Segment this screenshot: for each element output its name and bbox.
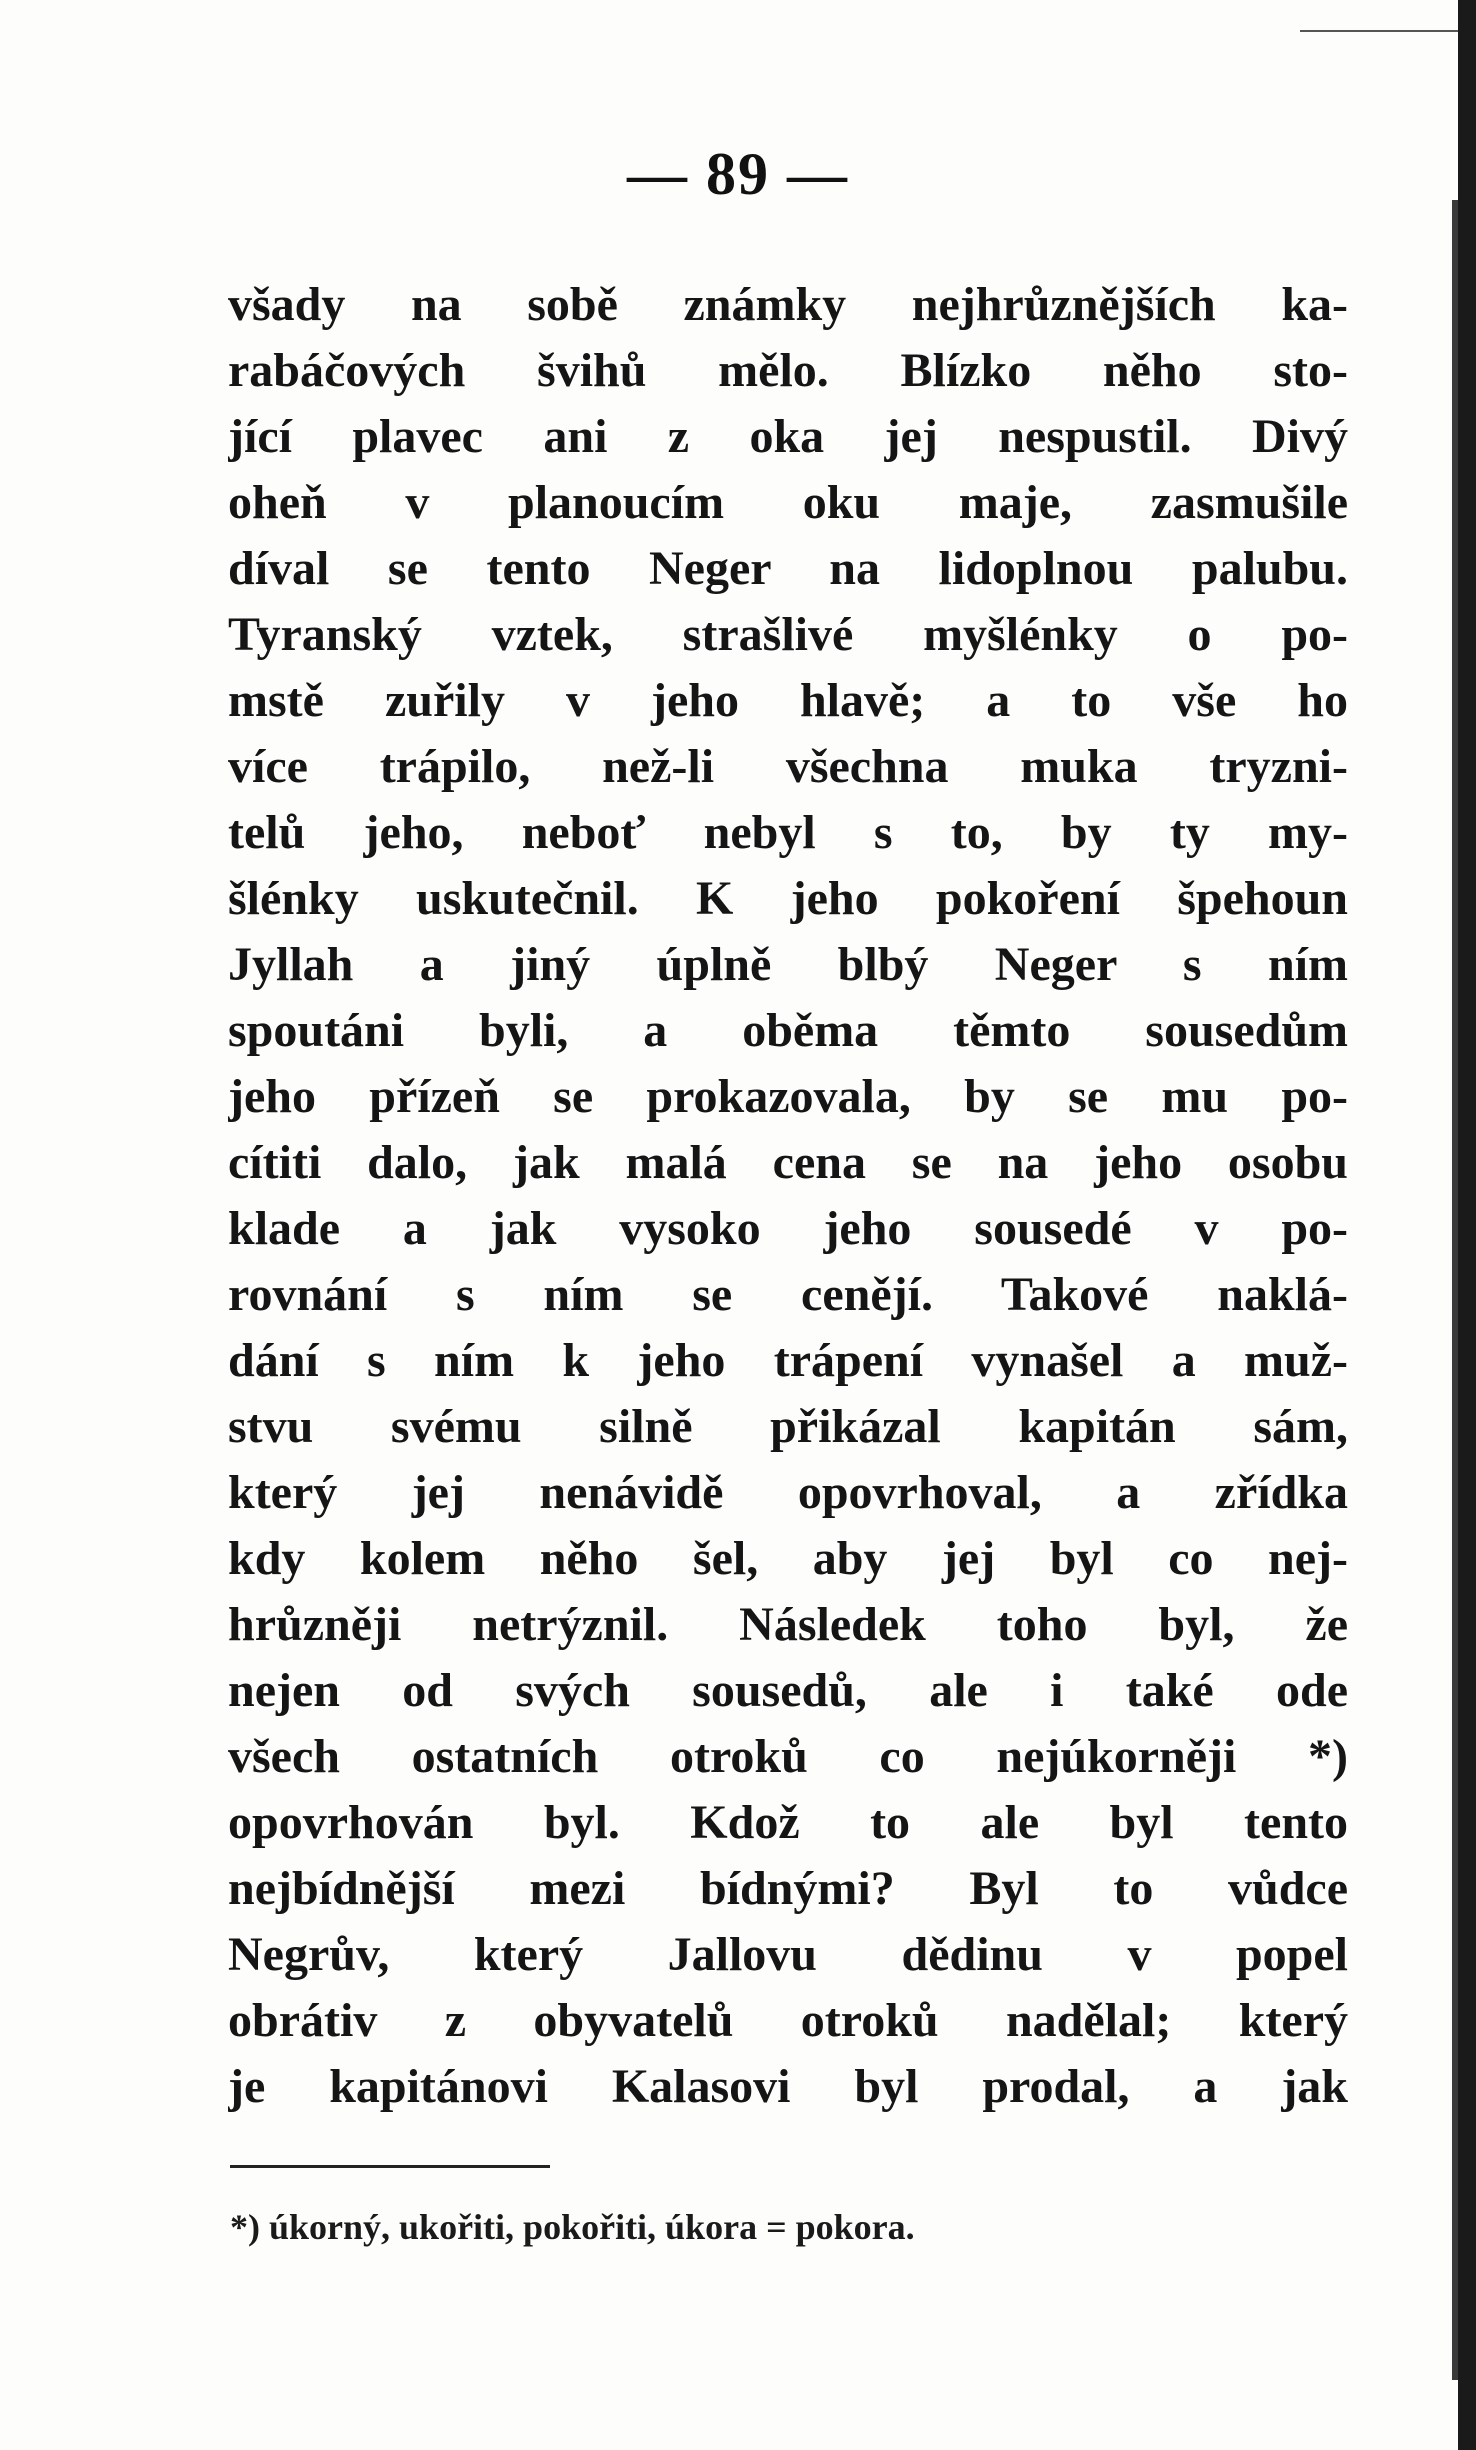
- text-line: stvu svému silně přikázal kapitán sám,: [228, 1400, 1348, 1453]
- text-line: Jyllah a jiný úplně blbý Neger s ním: [228, 938, 1348, 991]
- text-line: obrátiv z obyvatelů otroků nadělal; který: [228, 1994, 1348, 2047]
- scan-edge-right: [1458, 0, 1476, 2450]
- text-line: který jej nenávidě opovrhoval, a zřídka: [228, 1466, 1348, 1519]
- text-line: jeho přízeň se prokazovala, by se mu po-: [228, 1070, 1348, 1123]
- text-line: je kapitánovi Kalasovi byl prodal, a jak: [228, 2060, 1348, 2113]
- text-line: nejen od svých sousedů, ale i také ode: [228, 1664, 1348, 1717]
- body-text: [228, 272, 1348, 2120]
- text-line: kdy kolem něho šel, aby jej byl co nej-: [228, 1532, 1348, 1585]
- text-line: opovrhován byl. Kdož to ale byl tento: [228, 1796, 1348, 1849]
- text-line: spoutáni byli, a oběma těmto sousedům: [228, 1004, 1348, 1057]
- text-line: více trápilo, než-li všechna muka tryzni-: [228, 740, 1348, 793]
- text-line: všech ostatních otroků co nejúkorněji *): [228, 1730, 1348, 1783]
- footnote-rule: [230, 2165, 550, 2168]
- scan-edge-top: [1300, 30, 1460, 32]
- text-line: oheň v planoucím oku maje, zasmušile: [228, 476, 1348, 529]
- text-line: všady na sobě známky nejhrůznějších ka-: [228, 278, 1348, 331]
- text-line: Negrův, který Jallovu dědinu v popel: [228, 1928, 1348, 1981]
- text-line: rovnání s ním se cenějí. Takové naklá-: [228, 1268, 1348, 1321]
- text-line: jící plavec ani z oka jej nespustil. Divý: [228, 410, 1348, 463]
- text-line: hrůzněji netrýznil. Následek toho byl, že: [228, 1598, 1348, 1651]
- text-line: telů jeho, neboť nebyl s to, by ty my-: [228, 806, 1348, 859]
- text-line: dání s ním k jeho trápení vynašel a muž-: [228, 1334, 1348, 1387]
- text-line: Tyranský vztek, strašlivé myšlénky o po-: [228, 608, 1348, 661]
- text-line: šlénky uskutečnil. K jeho pokoření špehoun: [228, 872, 1348, 925]
- text-line: klade a jak vysoko jeho sousedé v po-: [228, 1202, 1348, 1255]
- footnote: *) úkorný, ukořiti, pokořiti, úkora = pokora.: [230, 2207, 915, 2247]
- text-line: nejbídnější mezi bídnými? Byl to vůdce: [228, 1862, 1348, 1915]
- page-number: — 89 —: [627, 141, 849, 207]
- text-line: díval se tento Neger na lidoplnou palubu.: [228, 542, 1348, 595]
- text-line: mstě zuřily v jeho hlavě; a to vše ho: [228, 674, 1348, 727]
- text-line: cítiti dalo, jak malá cena se na jeho osobu: [228, 1136, 1348, 1189]
- text-line: rabáčových švihů mělo. Blízko něho sto-: [228, 344, 1348, 397]
